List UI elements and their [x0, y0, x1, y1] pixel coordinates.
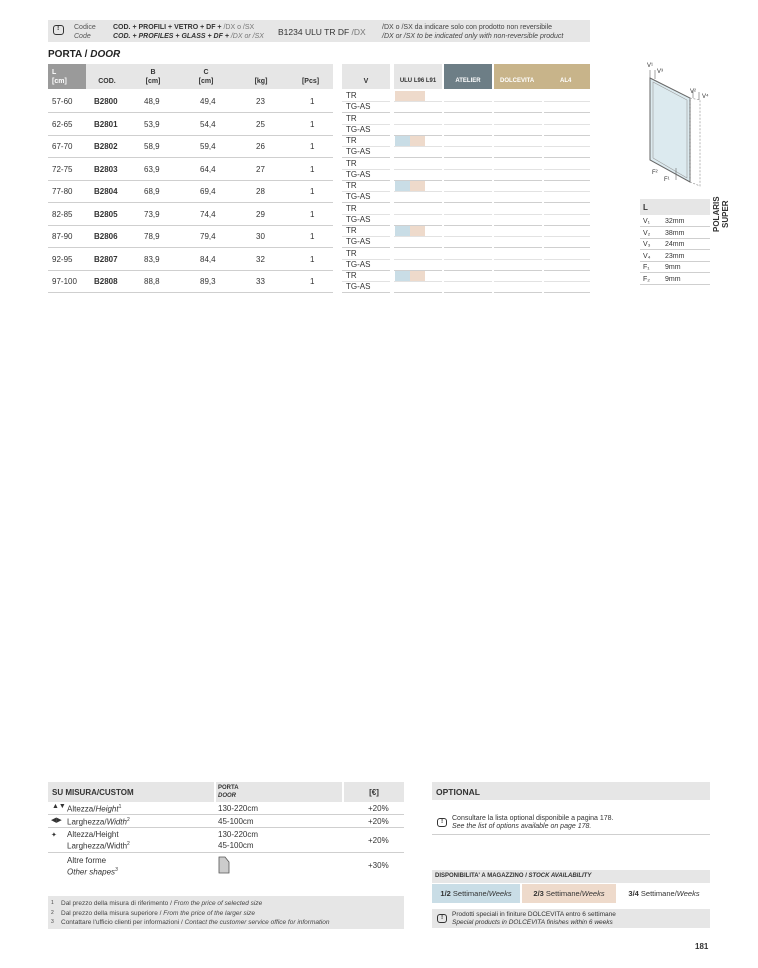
code-format: COD. + PROFILI + VETRO + DF + /DX o /SX COD. + PROFILES + GLASS + DF + /DX or /SX: [113, 24, 264, 40]
cell-v2: TG-AS: [346, 237, 371, 246]
cell-c: 49,4: [200, 97, 216, 106]
cell-cod: B2800: [94, 97, 118, 106]
diagram-label-v2: V²: [690, 89, 696, 95]
cell-v1: TR: [346, 248, 357, 258]
cell-v: [342, 113, 390, 136]
finish-cell: [544, 180, 590, 203]
cell-l: 72-75: [52, 164, 73, 174]
row-divider: [494, 281, 542, 282]
row-divider: [444, 101, 492, 102]
dimension-value: 24mm: [665, 241, 685, 248]
other-shape-icon: [218, 856, 230, 874]
diagram-label-v4: V⁴: [702, 94, 709, 100]
cell-v1: TR: [346, 158, 357, 168]
swatch-ulu: [395, 226, 410, 236]
dimension-value: 38mm: [665, 229, 685, 237]
table-row: [48, 113, 333, 136]
row-divider: [394, 259, 442, 260]
custom-col-price: [€]: [344, 782, 404, 802]
col-header-cod: COD.: [86, 64, 128, 89]
info-bubble-icon: [437, 914, 447, 923]
optional-note: ! Consultare la lista optional disponibile a pagina 178. See the list of options available on page 178.: [432, 813, 710, 835]
col-header-l: L [cm]: [48, 64, 86, 89]
cell-c: 89,3: [200, 277, 216, 286]
cell-pcs: 1: [310, 187, 315, 196]
cell-v2: TG-AS: [346, 169, 371, 179]
finish-cell: [444, 180, 492, 203]
dimension-row: [640, 228, 710, 239]
row-divider: [444, 169, 492, 170]
table-row: [48, 270, 333, 293]
dimension-row: [640, 216, 710, 227]
cell-c: 64,4: [200, 164, 216, 174]
cell-kg: 26: [256, 142, 265, 151]
finish-cell: [394, 113, 442, 136]
diagram-label-v1: V¹: [647, 63, 653, 69]
cell-kg: 27: [256, 164, 265, 174]
cell-v: [342, 180, 390, 203]
cell-cod: B2803: [94, 164, 118, 174]
cell-pcs: 1: [310, 254, 315, 264]
diagram-label-v3: V³: [657, 69, 663, 75]
row-divider: [544, 124, 590, 125]
dimension-row: [640, 274, 710, 285]
finish-cell: [444, 113, 492, 136]
finish-cell: [394, 225, 442, 248]
table-row: [48, 90, 333, 113]
dolcevita-note: ! Prodotti speciali in finiture DOLCEVITA entro 6 settimane Special products in DOLCEVITA finishes within 6 weeks: [432, 909, 710, 928]
row-divider: [394, 191, 442, 192]
cell-l: 82-85: [52, 209, 73, 219]
row-divider: [394, 124, 442, 125]
stock-badge-3-4: 3/4 Settimane/Weeks: [618, 884, 710, 903]
stock-badge-1-2: 1/2 Settimane/Weeks: [432, 884, 520, 903]
cell-cod: B2802: [94, 142, 118, 151]
cell-v: [342, 225, 390, 248]
cell-kg: 25: [256, 119, 265, 129]
cell-b: 48,9: [144, 97, 160, 106]
row-divider: [394, 236, 442, 237]
cell-pcs: 1: [310, 97, 315, 106]
custom-row-height: ▲▼ Altezza/Height$^1$ 130-220cm +20%: [48, 802, 404, 815]
dimension-row: [640, 251, 710, 262]
cell-cod: B2801: [94, 119, 118, 129]
cell-l: 87-90: [52, 232, 73, 241]
row-divider: [444, 236, 492, 237]
row-divider: [544, 214, 590, 215]
product-name: POLARIS SUPER: [712, 196, 730, 232]
cell-b: 83,9: [144, 254, 160, 264]
col-header-glass: ULU L96 L91: [394, 64, 442, 89]
row-divider: [544, 146, 590, 147]
row-divider: [444, 281, 492, 282]
row-divider: [494, 124, 542, 125]
table-row: [48, 203, 333, 226]
cell-pcs: 1: [310, 142, 315, 151]
finish-cell: [494, 90, 542, 113]
info-bubble-icon: [437, 818, 447, 827]
width-arrows-icon: ◀▶: [51, 817, 62, 824]
cell-kg: 28: [256, 187, 265, 196]
finish-cell: [444, 135, 492, 158]
cell-v1: TR: [346, 203, 357, 213]
finish-cell: [544, 113, 590, 136]
footnote-1: 1 Dal prezzo della misura di riferimento / From the price of selected size: [51, 900, 263, 907]
row-divider: [494, 169, 542, 170]
finish-cell: [494, 270, 542, 293]
col-header-c: C [cm]: [178, 64, 234, 89]
cell-cod: B2808: [94, 277, 118, 286]
custom-footnotes: [48, 896, 404, 929]
row-divider: [444, 191, 492, 192]
finish-cell: [544, 270, 590, 293]
code-header: [48, 20, 590, 42]
row-divider: [544, 259, 590, 260]
footnote-2: 2 Dal prezzo della misura superiore / From the price of the larger size: [51, 909, 256, 917]
finish-cell: [494, 158, 542, 181]
col-header-atelier: ATELIER: [444, 64, 492, 89]
cell-v2: TG-AS: [346, 147, 371, 156]
cell-v1: TR: [346, 271, 357, 280]
dimension-key: F₁: [643, 264, 650, 271]
table-row: [48, 158, 333, 181]
swatch-ulu: [395, 91, 425, 101]
swatch-l91: [410, 226, 425, 236]
swatch-ulu: [395, 271, 410, 281]
row-divider: [444, 124, 492, 125]
cell-c: 84,4: [200, 254, 216, 264]
col-header-dolcevita: DOLCEVITA AL4: [494, 64, 590, 89]
cell-c: 79,4: [200, 232, 216, 241]
finish-cell: [544, 135, 590, 158]
row-divider: [394, 146, 442, 147]
row-divider: [494, 101, 542, 102]
row-divider: [394, 169, 442, 170]
cell-v1: TR: [346, 136, 357, 145]
custom-row-both: ✦ Altezza/Height Larghezza/Width$^2$ 130-220cm 45-100cm +20%: [48, 828, 404, 853]
custom-col-door: PORTA DOOR: [216, 782, 342, 802]
table-row: [48, 135, 333, 158]
cell-v2: TG-AS: [346, 214, 371, 224]
cell-pcs: 1: [310, 209, 315, 219]
cell-b: 88,8: [144, 277, 160, 286]
dimension-value: 32mm: [665, 218, 685, 225]
table-row: [48, 248, 333, 271]
cell-v2: TG-AS: [346, 282, 371, 291]
stock-badge-2-3: 2/3 Settimane/Weeks: [522, 884, 616, 903]
dimension-row: [640, 239, 710, 250]
cell-kg: 23: [256, 97, 265, 106]
code-example: B1234 ULU TR DF /DX: [278, 27, 366, 37]
cell-pcs: 1: [310, 277, 315, 286]
swatch-ulu: [395, 136, 410, 146]
dimension-key: V₄: [643, 252, 651, 260]
cell-kg: 33: [256, 277, 265, 286]
row-divider: [494, 191, 542, 192]
finish-cell: [494, 203, 542, 226]
footnote-3: 3 Contattare l'ufficio clienti per informazioni / Contact the customer service office for information: [51, 919, 330, 926]
cell-v1: TR: [346, 113, 357, 123]
cell-b: 78,9: [144, 232, 160, 241]
finish-cell: [394, 180, 442, 203]
dimension-key: V₂: [643, 229, 651, 237]
cell-b: 73,9: [144, 209, 160, 219]
info-bubble-icon: [53, 25, 64, 35]
row-divider: [494, 236, 542, 237]
finish-cell: [544, 90, 590, 113]
cell-v: [342, 203, 390, 226]
cell-v: [342, 135, 390, 158]
cell-l: 92-95: [52, 254, 73, 264]
finish-cell: [494, 135, 542, 158]
finish-cell: [444, 158, 492, 181]
row-divider: [444, 214, 492, 215]
cell-l: 77-80: [52, 187, 73, 196]
row-divider: [544, 101, 590, 102]
height-arrows-icon: ▲▼: [52, 803, 66, 810]
finish-cell: [444, 270, 492, 293]
finish-cell: [394, 248, 442, 271]
table-row: [48, 225, 333, 248]
row-divider: [544, 191, 590, 192]
cell-c: 69,4: [200, 187, 216, 196]
door-profile-diagram-icon: [636, 60, 716, 190]
col-header-pcs: [Pcs]: [288, 64, 333, 89]
finish-cell: [394, 158, 442, 181]
finish-cell: [394, 203, 442, 226]
dimensions-header: L: [640, 199, 710, 215]
col-header-kg: [kg]: [234, 64, 288, 89]
dimension-key: F₂: [643, 275, 650, 283]
cell-v2: TG-AS: [346, 192, 371, 201]
finish-cell: [494, 248, 542, 271]
cell-kg: 30: [256, 232, 265, 241]
dimension-key: V₃: [643, 241, 651, 248]
row-divider: [394, 281, 442, 282]
cell-pcs: 1: [310, 119, 315, 129]
finish-cell: [494, 225, 542, 248]
cell-kg: 29: [256, 209, 265, 219]
custom-title: SU MISURA/CUSTOM: [48, 782, 214, 802]
stock-title: DISPONIBILITA' A MAGAZZINO / STOCK AVAILABILITY: [432, 870, 710, 883]
dimension-value: 9mm: [665, 264, 681, 271]
finish-cell: [394, 270, 442, 293]
cell-v1: TR: [346, 181, 357, 190]
cell-v: [342, 158, 390, 181]
cell-v1: TR: [346, 91, 357, 100]
dimension-value: 23mm: [665, 252, 685, 260]
optional-title: OPTIONAL: [432, 782, 710, 800]
swatch-l91: [410, 136, 425, 146]
row-divider: [494, 214, 542, 215]
cell-c: 74,4: [200, 209, 216, 219]
cell-b: 53,9: [144, 119, 160, 129]
dimension-row: [640, 262, 710, 273]
cell-c: 54,4: [200, 119, 216, 129]
col-header-b: B [cm]: [128, 64, 178, 89]
row-divider: [494, 259, 542, 260]
cell-b: 68,9: [144, 187, 160, 196]
finish-cell: [544, 248, 590, 271]
cell-v2: TG-AS: [346, 259, 371, 269]
finish-cell: [444, 225, 492, 248]
swatch-l91: [410, 181, 425, 191]
row-divider: [544, 281, 590, 282]
cell-pcs: 1: [310, 232, 315, 241]
cell-l: 67-70: [52, 142, 73, 151]
cell-b: 63,9: [144, 164, 160, 174]
cell-kg: 32: [256, 254, 265, 264]
cell-v: [342, 270, 390, 293]
row-divider: [544, 169, 590, 170]
row-divider: [444, 259, 492, 260]
cell-v2: TG-AS: [346, 124, 371, 134]
resize-arrows-icon: ✦: [51, 832, 57, 839]
cell-cod: B2805: [94, 209, 118, 219]
row-divider: [494, 146, 542, 147]
cell-cod: B2804: [94, 187, 118, 196]
cell-v1: TR: [346, 226, 357, 235]
custom-row-shapes: Altre forme Other shapes$^3$ +30%: [67, 856, 389, 877]
cell-pcs: 1: [310, 164, 315, 174]
finish-cell: [444, 203, 492, 226]
cell-cod: B2807: [94, 254, 118, 264]
row-divider: [444, 146, 492, 147]
section-title: PORTA / DOOR: [48, 49, 121, 60]
custom-row-width: ◀▶ Larghezza/Width$^2$ 45-100cm +20%: [48, 815, 404, 828]
row-divider: [394, 101, 442, 102]
row-divider: [544, 236, 590, 237]
dimension-key: V₁: [643, 218, 651, 225]
finish-cell: [494, 113, 542, 136]
cell-l: 62-65: [52, 119, 73, 129]
finish-cell: [444, 90, 492, 113]
col-header-v: V: [342, 64, 390, 89]
cell-c: 59,4: [200, 142, 216, 151]
finish-cell: [394, 135, 442, 158]
page-number: 181: [695, 942, 709, 951]
cell-l: 97-100: [52, 277, 77, 286]
diagram-label-f2: F²: [652, 170, 658, 176]
finish-cell: [544, 225, 590, 248]
table-row: [48, 180, 333, 203]
finish-cell: [544, 158, 590, 181]
cell-v: [342, 90, 390, 113]
code-label: Codice Code: [74, 24, 96, 40]
dimension-value: 9mm: [665, 275, 681, 283]
finish-cell: [444, 248, 492, 271]
cell-l: 57-60: [52, 97, 73, 106]
cell-v2: TG-AS: [346, 102, 371, 111]
swatch-ulu: [395, 181, 410, 191]
row-divider: [394, 214, 442, 215]
diagram-label-f1: F¹: [664, 177, 670, 183]
finish-cell: [544, 203, 590, 226]
cell-v: [342, 248, 390, 271]
swatch-l91: [410, 271, 425, 281]
code-note: /DX o /SX da indicare solo con prodotto non reversibile /DX or /SX to be indicated only with non-reversible product: [382, 24, 564, 40]
finish-cell: [494, 180, 542, 203]
cell-b: 58,9: [144, 142, 160, 151]
finish-cell: [394, 90, 442, 113]
cell-cod: B2806: [94, 232, 118, 241]
